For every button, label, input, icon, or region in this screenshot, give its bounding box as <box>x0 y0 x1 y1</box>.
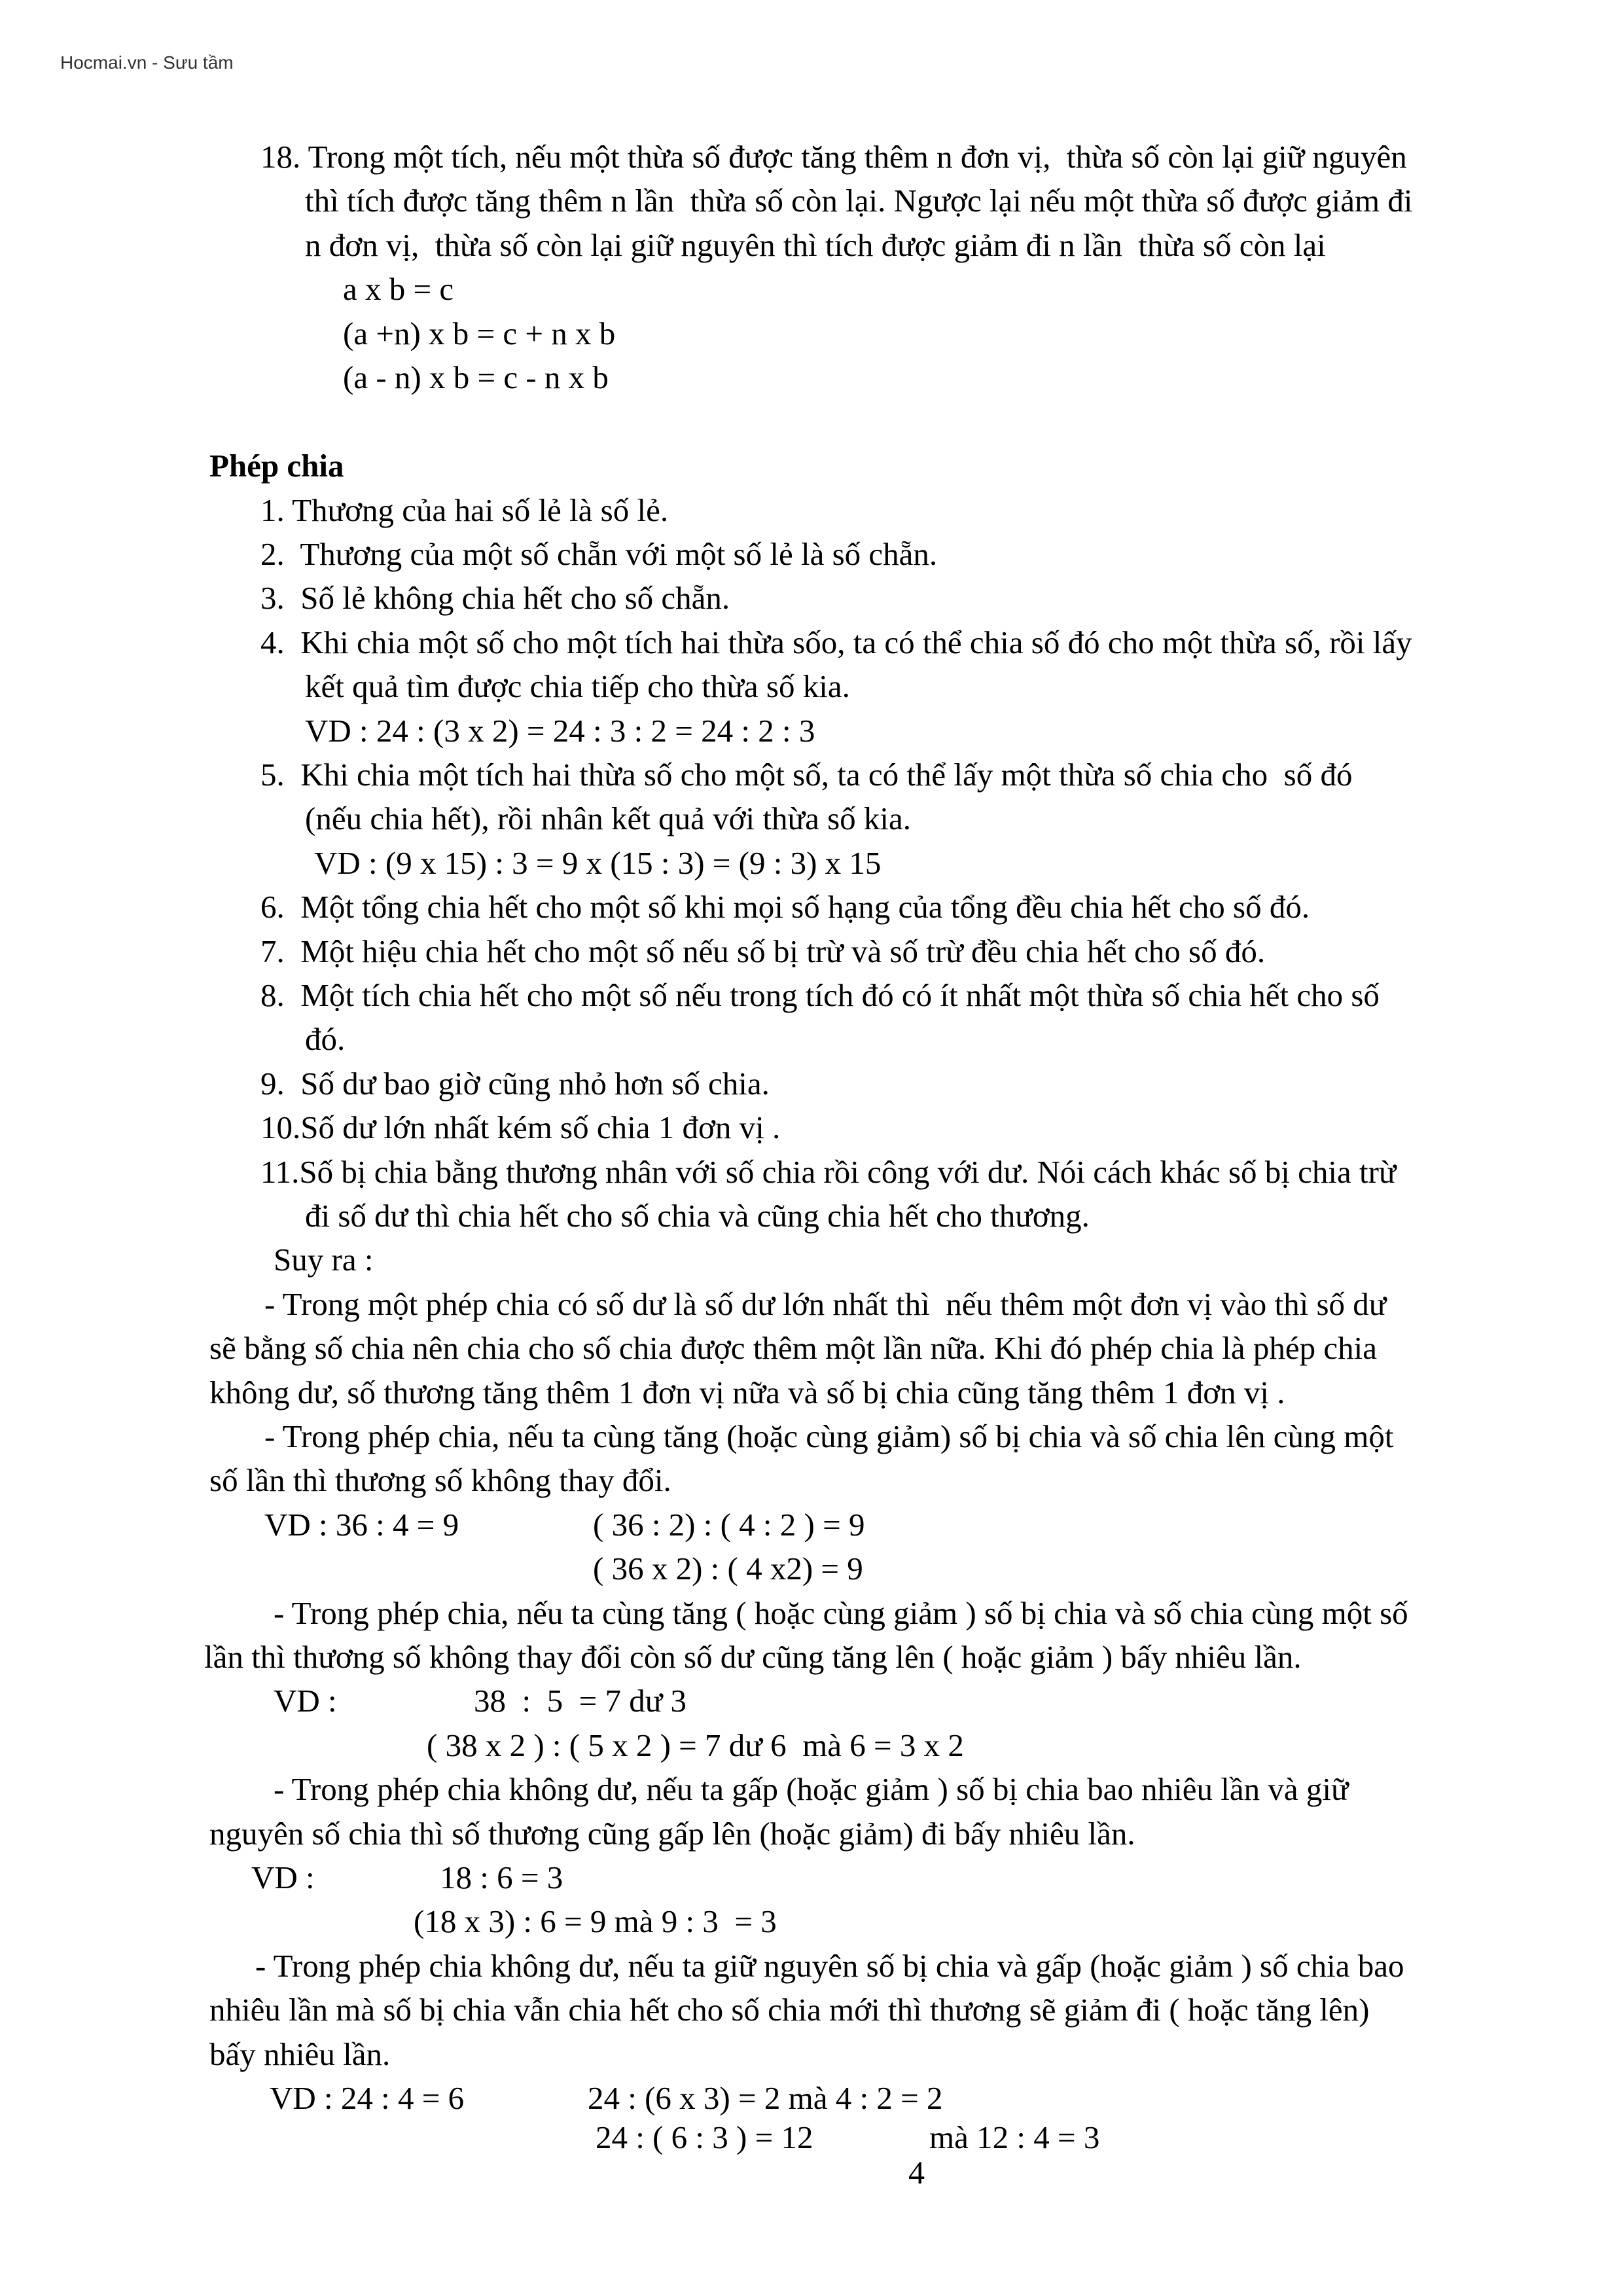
paragraph-line: - Trong phép chia, nếu ta cùng tăng (hoặc cùng giảm) số bị chia và số chia lên cùng một <box>264 1418 1394 1454</box>
section-title: Phép chia <box>209 448 344 484</box>
list-item: 10.Số dư lớn nhất kém số chia 1 đơn vị . <box>260 1109 781 1145</box>
paragraph-line: lần thì thương số không thay đổi còn số dư cũng tăng lên ( hoặc giảm ) bấy nhiêu lần. <box>204 1639 1302 1675</box>
list-item-continuation: (nếu chia hết), rồi nhân kết quả với thừa số kia. <box>305 800 912 836</box>
paragraph-line: - Trong phép chia không dư, nếu ta giữ nguyên số bị chia và gấp (hoặc giảm ) số chia bao <box>255 1948 1404 1984</box>
page-number: 4 <box>908 2154 925 2191</box>
text-line: 18. Trong một tích, nếu một thừa số được tăng thêm n đơn vị, thừa số còn lại giữ nguyên <box>260 139 1407 175</box>
text-line: n đơn vị, thừa số còn lại giữ nguyên thì tích được giảm đi n lần thừa số còn lại <box>305 227 1326 263</box>
paragraph-line: không dư, số thương tăng thêm 1 đơn vị nữa và số bị chia cũng tăng thêm 1 đơn vị . <box>209 1374 1285 1410</box>
example-line: ( 36 x 2) : ( 4 x2) = 9 <box>593 1551 863 1587</box>
example-line: 38 : 5 = 7 dư 3 <box>474 1683 687 1719</box>
paragraph-line: sẽ bằng số chia nên chia cho số chia được thêm một lần nữa. Khi đó phép chia là phép chia <box>209 1330 1377 1366</box>
example-line: 24 : ( 6 : 3 ) = 12 <box>596 2119 813 2155</box>
list-item: 5. Khi chia một tích hai thừa số cho một số, ta có thể lấy một thừa số chia cho số đó <box>260 757 1353 793</box>
list-item: 7. Một hiệu chia hết cho một số nếu số bị trừ và số trừ đều chia hết cho số đó. <box>260 933 1266 969</box>
formula-line: a x b = c <box>343 271 454 307</box>
paragraph-line: bấy nhiêu lần. <box>209 2036 391 2072</box>
example-line: ( 36 : 2) : ( 4 : 2 ) = 9 <box>593 1507 865 1543</box>
list-item-continuation: đó. <box>305 1021 346 1057</box>
example-line: VD : 24 : 4 = 6 <box>270 2080 465 2116</box>
list-item: 1. Thương của hai số lẻ là số lẻ. <box>260 492 669 528</box>
source-header: Hocmai.vn - Sưu tầm <box>60 52 234 73</box>
list-item: 4. Khi chia một số cho một tích hai thừa sốo, ta có thể chia số đó cho một thừa số, rồi lấy <box>260 624 1412 660</box>
formula-line: (a +n) x b = c + n x b <box>343 315 616 351</box>
example-line: mà 12 : 4 = 3 <box>929 2119 1100 2155</box>
list-item: 9. Số dư bao giờ cũng nhỏ hơn số chia. <box>260 1066 770 1102</box>
list-item: 2. Thương của một số chẵn với một số lẻ là số chẵn. <box>260 536 938 572</box>
list-item: 8. Một tích chia hết cho một số nếu trong tích đó có ít nhất một thừa số chia hết cho số <box>260 977 1380 1013</box>
example-line: VD : (9 x 15) : 3 = 9 x (15 : 3) = (9 : 3) x 15 <box>314 845 882 881</box>
example-line: ( 38 x 2 ) : ( 5 x 2 ) = 7 dư 6 mà 6 = 3 x 2 <box>427 1727 964 1763</box>
example-line: VD : <box>251 1859 315 1895</box>
paragraph-line: - Trong một phép chia có số dư là số dư lớn nhất thì nếu thêm một đơn vị vào thì số dư <box>264 1286 1387 1322</box>
paragraph-line: - Trong phép chia, nếu ta cùng tăng ( hoặc cùng giảm ) số bị chia và số chia cùng một số <box>274 1595 1408 1631</box>
paragraph-line: - Trong phép chia không dư, nếu ta gấp (hoặc giảm ) số bị chia bao nhiêu lần và giữ <box>274 1771 1349 1807</box>
example-line: VD : 24 : (3 x 2) = 24 : 3 : 2 = 24 : 2 : 3 <box>305 713 815 749</box>
example-line: (18 x 3) : 6 = 9 mà 9 : 3 = 3 <box>414 1903 777 1939</box>
example-line: VD : 36 : 4 = 9 <box>264 1507 459 1543</box>
example-line: 24 : (6 x 3) = 2 mà 4 : 2 = 2 <box>588 2080 943 2116</box>
paragraph-line: số lần thì thương số không thay đổi. <box>209 1462 671 1498</box>
conclusion-label: Suy ra : <box>274 1242 374 1278</box>
formula-line: (a - n) x b = c - n x b <box>343 359 609 395</box>
example-line: VD : <box>274 1683 337 1719</box>
list-item: 11.Số bị chia bằng thương nhân với số chia rồi công với dư. Nói cách khác số bị chia trừ <box>260 1154 1397 1190</box>
list-item: 6. Một tổng chia hết cho một số khi mọi số hạng của tổng đều chia hết cho số đó. <box>260 889 1310 925</box>
paragraph-line: nguyên số chia thì số thương cũng gấp lên (hoặc giảm) đi bấy nhiêu lần. <box>209 1816 1135 1852</box>
list-item: 3. Số lẻ không chia hết cho số chẵn. <box>260 580 730 616</box>
example-line: 18 : 6 = 3 <box>440 1859 563 1895</box>
paragraph-line: nhiêu lần mà số bị chia vẫn chia hết cho số chia mới thì thương sẽ giảm đi ( hoặc tăng lên) <box>209 1992 1370 2028</box>
list-item-continuation: đi số dư thì chia hết cho số chia và cũng chia hết cho thương. <box>305 1198 1090 1234</box>
text-line: thì tích được tăng thêm n lần thừa số còn lại. Ngược lại nếu một thừa số được giảm đi <box>305 183 1413 219</box>
list-item-continuation: kết quả tìm được chia tiếp cho thừa số kia. <box>305 668 850 704</box>
